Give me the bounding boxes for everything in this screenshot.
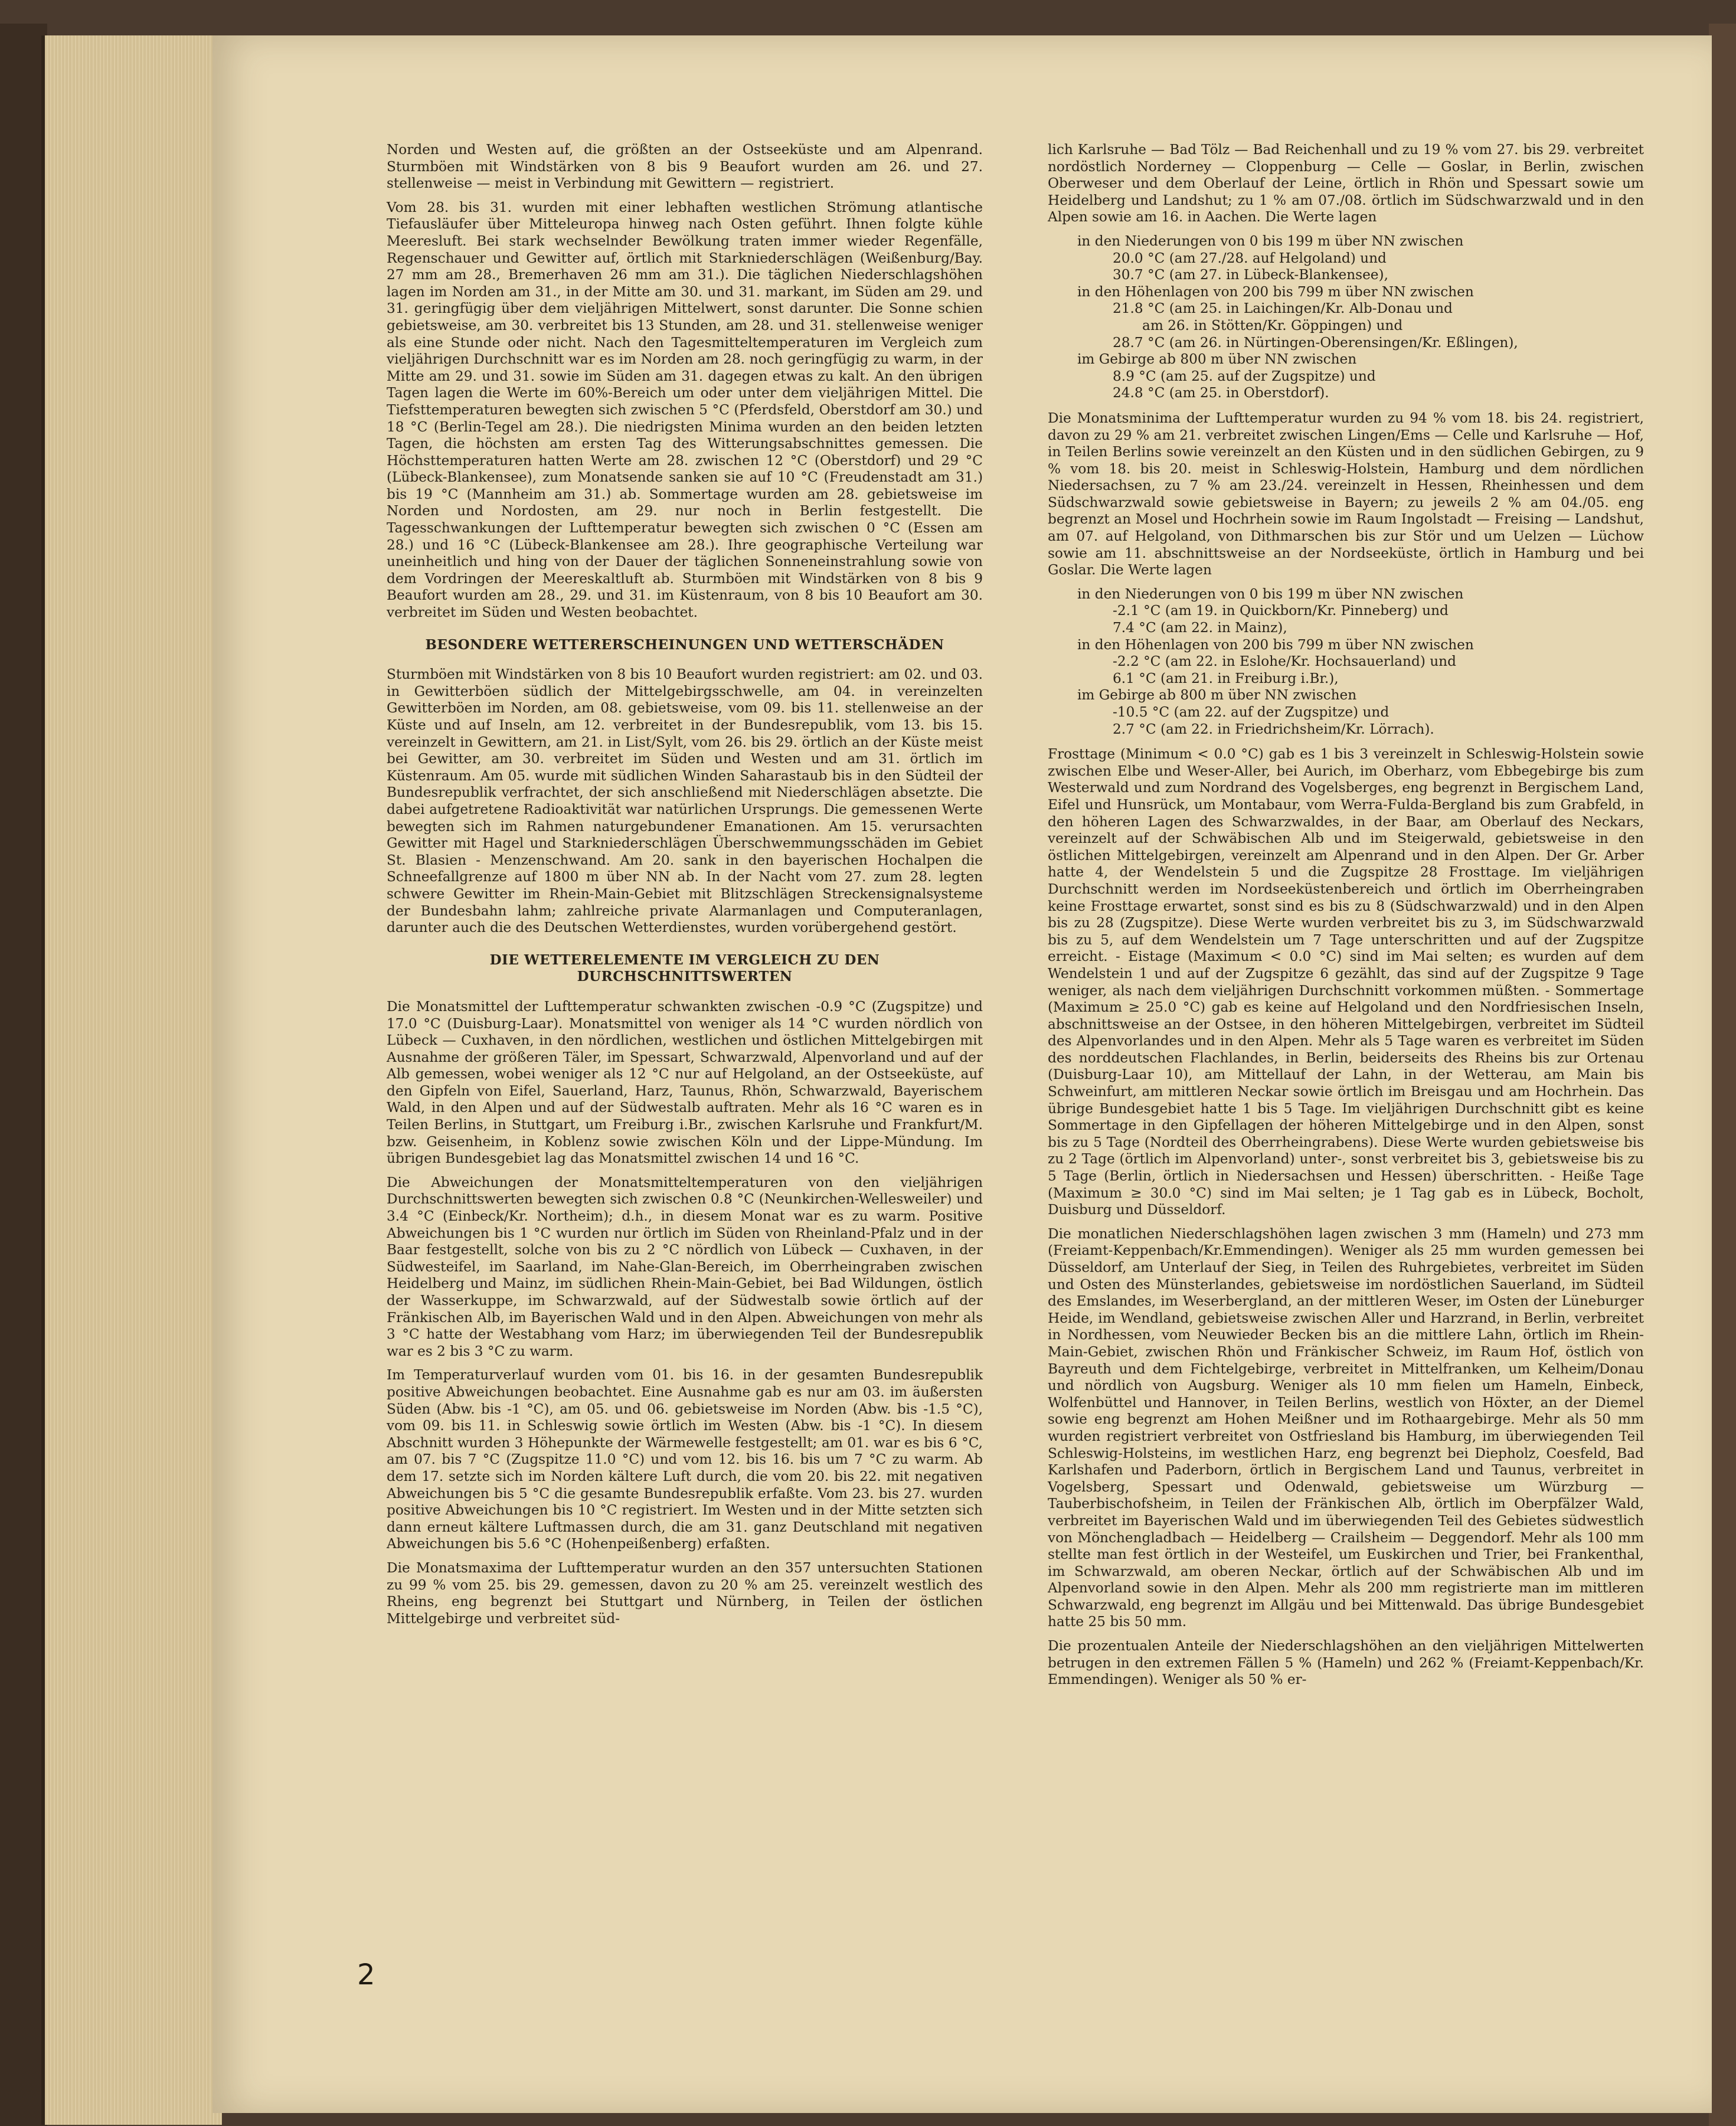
value-line: -2.2 °C (am 22. in Eslohe/Kr. Hochsauerland) und (1113, 653, 1456, 670)
value-line: 30.7 °C (am 27. in Lübeck-Blankensee), (1113, 267, 1388, 283)
value-line: in den Niederungen von 0 bis 199 m über NN zwischen (1077, 586, 1464, 602)
section-heading: DIE WETTERELEMENTE IM VERGLEICH ZU DEN DURCHSCHNITTSWERTEN (489, 951, 880, 985)
paragraph: Frosttage (Minimum < 0.0 °C) gab es 1 bis 3 vereinzelt in Schleswig-Holstein sowie zwischen Elbe und Weser-Aller, bei Aurich, im Oberharz, vom Ebbegebirge bis zum Westerwald und zum Nordrand des Vogelsberges, eng begrenzt in Bergischem Land, Eifel und Hunsrück, um Montabaur, vom Werra-Fulda-Bergland bis zum Grabfeld, in den höheren Lagen des Schwarzwaldes, in der Baar, am Oberlauf des Neckars, vereinzelt auf der Schwäbischen Alb und im Steigerwald, gebietsweise in den östlichen Mittelgebirgen, vereinzelt am Alpenrand und in den Alpen. Der Gr. Arber hatte 4, der Wendelstein 5 und die Zugspitze 28 Frosttage. Im vieljährigen Durchschnitt werden im Nordseeküstenbereich und örtlich im Oberrheingraben keine Frosttage erwartet, sonst sind es bis zu 8 (Südschwarzwald) und in den Alpen bis zu 28 (Zugspitze). Diese Werte wurden verbreitet bis zu 3, im Südschwarzwald bis zu 5, auf dem Wendelstein um 7 Tage unterschritten und auf der Zugspitze erreicht. - Eistage (Maximum < 0.0 °C) sind im Mai selten; es wurden auf dem Wendelstein 1 und auf der Zugspitze 6 gezählt, das sind auf der Zugspitze 9 Tage weniger, als nach dem vieljährigen Durchschnitt vorkommen müßten. - Sommertage (Maximum ≥ 25.0 °C) gab es keine auf Helgoland und den Nordfriesischen Inseln, abschnittsweise an der Ostsee, in den höheren Mittelgebirgen, verbreitet im Südteil des Alpenvorlandes und in den Alpen. Mehr als 5 Tage waren es verbreitet im Süden des norddeutschen Flachlandes, in Berlin, beiderseits des Rheins bis zur Ortenau (Duisburg-Laar 10), am Mittellauf der Lahn, in der Wetterau, am Main bis Schweinfurt, am mittleren Neckar sowie örtlich im Breisgau und am Hochrhein. Das übrige Bundesgebiet hatte 1 bis 5 Tage. Im vieljährigen Durchschnitt gibt es keine Sommertage in den Gipfellagen der höheren Mittelgebirge und in den Alpen, sonst bis zu 5 Tage (Nordteil des Oberrheingrabens). Diese Werte wurden gebietsweise bis zu 2 Tage (örtlich im Alpenvorland) unter-, sonst verbreitet bis 3, gebietsweise bis zu 5 Tage (Berlin, örtlich in Niedersachsen und Hessen) überschritten. - Heiße Tage (Maximum ≥ 30.0 °C) sind im Mai selten; je 1 Tag gab es in Lübeck, Bocholt, Duisburg und Düsseldorf. (1048, 746, 1644, 1218)
book-spine-edge (0, 24, 47, 2126)
paragraph: Die Monatsmittel der Lufttemperatur schwankten zwischen -0.9 °C (Zugspitze) und 17.0 °C (Duisburg-Laar). Monatsmittel von weniger als 14 °C wurden nördlich von Lübeck — Cuxhaven, in den nördlichen, westlichen und östlichen Mittelgebirgen mit Ausnahme der größeren Täler, im Spessart, Schwarzwald, Alpenvorland und auf der Alb gemessen, wobei weniger als 12 °C nur auf Helgoland, an der Ostseeküste, auf den Gipfeln von Eifel, Sauerland, Harz, Taunus, Rhön, Schwarzwald, Bayerischem Wald, in den Alpen und auf der Südwestalb auftraten. Mehr als 16 °C waren es in Teilen Berlins, in Stuttgart, um Freiburg i.Br., zwischen Karlsruhe und Frankfurt/M. bzw. Geisenheim, in Koblenz sowie zwischen Köln und der Lippe-Mündung. Im übrigen Bundesgebiet lag das Monatsmittel zwischen 14 und 16 °C. (387, 998, 983, 1167)
page-stack-edge (41, 35, 222, 2125)
value-line: 28.7 °C (am 26. in Nürtingen-Oberensingen/Kr. Eßlingen), (1113, 334, 1518, 351)
value-line: 24.8 °C (am 25. in Oberstdorf). (1113, 385, 1329, 401)
value-line: 6.1 °C (am 21. in Freiburg i.Br.), (1113, 670, 1339, 686)
paragraph: lich Karlsruhe — Bad Tölz — Bad Reichenhall und zu 19 % vom 27. bis 29. verbreitet nordöstlich Norderney — Cloppenburg — Celle — Goslar, in Berlin, zwischen Oberweser und dem Oberlauf der Leine, örtlich in Rhön und Spessart sowie um Heidelberg und Landshut; zu 1 % am 07./08. örtlich im Südschwarzwald und in den Alpen sowie am 16. in Aachen. Die Werte lagen (1048, 142, 1644, 225)
value-line: 21.8 °C (am 25. in Laichingen/Kr. Alb-Donau und (1113, 300, 1453, 317)
value-line: in den Höhenlagen von 200 bis 799 m über NN zwischen (1077, 283, 1474, 300)
minima-value-list (1048, 586, 1644, 738)
value-line: 8.9 °C (am 25. auf der Zugspitze) und (1113, 368, 1376, 384)
value-line: im Gebirge ab 800 m über NN zwischen (1077, 687, 1357, 704)
value-line: -2.1 °C (am 19. in Quickborn/Kr. Pinneberg) und (1113, 603, 1449, 619)
paragraph: Die Monatsmaxima der Lufttemperatur wurden an den 357 untersuchten Stationen zu 99 % vom 25. bis 29. gemessen, davon zu 20 % am 25. vereinzelt westlich des Rheins, eng begrenzt bei Stuttgart und Nürnberg, in Teilen der östlichen Mittelgebirge und verbreitet süd- (387, 1559, 983, 1627)
paragraph: Die monatlichen Niederschlagshöhen lagen zwischen 3 mm (Hameln) und 273 mm (Freiamt-Keppenbach/Kr.Emmendingen). Weniger als 25 mm wurden gemessen bei Düsseldorf, am Unterlauf der Sieg, in Teilen des Ruhrgebietes, verbreitet im Süden und Osten des Münsterlandes, gebietsweise im nordöstlichen Sauerland, im Südteil des Emslandes, im Weserbergland, an der mittleren Weser, im Osten der Lüneburger Heide, im Wendland, gebietsweise zwischen Aller und Harzrand, in Berlin, verbreitet in Nordhessen, vom Neuwieder Becken bis an die mittlere Lahn, örtlich im Rhein-Main-Gebiet, zwischen Rhön und Fränkischer Schweiz, im Raum Hof, östlich von Bayreuth und dem Fichtelgebirge, verbreitet in Mittelfranken, um Kelheim/Donau und nördlich von Augsburg. Weniger als 10 mm fielen um Hameln, Einbeck, Wolfenbüttel und Hannover, in Teilen Berlins, westlich von Höxter, an der Diemel sowie eng begrenzt am Hohen Meißner und im Rothaargebirge. Mehr als 50 mm wurden registriert verbreitet von Ostfriesland bis Hamburg, im überwiegenden Teil Schleswig-Holsteins, im westlichen Harz, eng begrenzt bei Diepholz, Coesfeld, Bad Karlshafen und Paderborn, örtlich in Bergischem Land und Taunus, verbreitet in Vogelsberg, Spessart und Odenwald, gebietsweise um Würzburg — Tauberbischofsheim, in Teilen der Fränkischen Alb, örtlich im Oberpfälzer Wald, verbreitet im Bayerischen Wald und im überwiegenden Teil des Gebietes südwestlich von Mönchengladbach — Heidelberg — Crailsheim — Deggendorf. Mehr als 100 mm stellte man fest örtlich in der Westeifel, um Euskirchen und Trier, bei Frankenthal, im Schwarzwald, am oberen Neckar, örtlich auf der Schwäbischen Alb und im Alpenvorland sowie in den Alpen. Mehr als 200 mm registrierte man im mittleren Schwarzwald, eng begrenzt im Allgäu und bei Mittenwald. Das übrige Bundesgebiet hatte 25 bis 50 mm. (1048, 1225, 1644, 1630)
section-heading: BESONDERE WETTERERSCHEINUNGEN UND WETTERSCHÄDEN (425, 636, 944, 653)
right-column (1048, 142, 1644, 1696)
paragraph: Die Abweichungen der Monatsmitteltemperaturen von den vieljährigen Durchschnittswerten bewegten sich zwischen 0.8 °C (Neunkirchen-Wellesweiler) und 3.4 °C (Einbeck/Kr. Northeim); d.h., in diesem Monat war es zu warm. Positive Abweichungen bis 1 °C wurden nur örtlich im Süden von Rheinland-Pfalz und in der Baar festgestellt, solche von bis zu 2 °C nördlich von Lübeck — Cuxhaven, in der Südwesteifel, im Saarland, im Nahe-Glan-Bereich, im Oberrheingraben zwischen Heidelberg und Mainz, im südlichen Rhein-Main-Gebiet, bei Bad Wildungen, östlich der Wasserkuppe, im Schwarzwald, auf der Südwestalb sowie örtlich auf der Fränkischen Alb, im Bayerischen Wald und in den Alpen. Abweichungen von mehr als 3 °C hatte der Westabhang vom Harz; im überwiegenden Teil der Bundesrepublik war es 2 bis 3 °C zu warm. (387, 1174, 983, 1359)
value-line: im Gebirge ab 800 m über NN zwischen (1077, 351, 1357, 368)
maxima-value-list (1048, 233, 1644, 402)
value-line: in den Höhenlagen von 200 bis 799 m über NN zwischen (1077, 636, 1474, 653)
page-number: 2 (357, 1958, 375, 1991)
value-line: 7.4 °C (am 22. in Mainz), (1113, 620, 1287, 636)
book-right-edge (1709, 24, 1736, 2126)
left-column (387, 142, 983, 1634)
paragraph: Im Temperaturverlauf wurden vom 01. bis 16. in der gesamten Bundesrepublik positive Abweichungen beobachtet. Eine Ausnahme gab es nur am 03. im äußersten Süden (Abw. bis -1 °C), am 05. und 06. gebietsweise im Norden (Abw. bis -1.5 °C), vom 09. bis 11. in Schleswig sowie örtlich im Westen (Abw. bis -1 °C). In diesem Abschnitt wurden 3 Höhepunkte der Wärmewelle festgestellt; am 01. war es bis 6 °C, am 07. bis 7 °C (Zugspitze 11.0 °C) und vom 12. bis 16. bis um 7 °C zu warm. Ab dem 17. setzte sich im Norden kältere Luft durch, die vom 20. bis 22. mit negativen Abweichungen bis 5 °C die gesamte Bundesrepublik erfaßte. Vom 23. bis 27. wurden positive Abweichungen bis 10 °C registriert. Im Westen und in der Mitte setzten sich dann erneut kältere Luftmassen durch, die am 31. ganz Deutschland mit negativen Abweichungen bis 5.6 °C (Hohenpeißenberg) erfaßten. (387, 1367, 983, 1552)
paragraph: Die prozentualen Anteile der Niederschlagshöhen an den vieljährigen Mittelwerten betrugen in den extremen Fällen 5 % (Hameln) und 262 % (Freiamt-Keppenbach/Kr. Emmendingen). Weniger als 50 % er- (1048, 1638, 1644, 1688)
value-line: in den Niederungen von 0 bis 199 m über NN zwischen (1077, 233, 1464, 249)
value-line: 20.0 °C (am 27./28. auf Helgoland) und (1113, 250, 1387, 266)
value-line: -10.5 °C (am 22. auf der Zugspitze) und (1113, 704, 1390, 720)
paragraph: Norden und Westen auf, die größten an der Ostseeküste und am Alpenrand. Sturmböen mit Windstärken von 8 bis 9 Beaufort wurden am 26. und 27. stellenweise — meist in Verbindung mit Gewittern — registriert. (387, 142, 983, 192)
value-line: am 26. in Stötten/Kr. Göppingen) und (1142, 317, 1403, 333)
paragraph: Sturmböen mit Windstärken von 8 bis 10 Beaufort wurden registriert: am 02. und 03. in Gewitterböen südlich der Mittelgebirgsschwelle, am 04. in vereinzelten Gewitterböen im Norden, am 08. gebietsweise, vom 09. bis 11. stellenweise an der Küste und auf Inseln, am 12. verbreitet in der Bundesrepublik, vom 13. bis 15. vereinzelt in Gewittern, am 21. in List/Sylt, vom 26. bis 29. örtlich an der Küste meist bei Gewitter, am 30. verbreitet im Süden und Westen und am 31. örtlich im Küstenraum. Am 05. wurde mit südlichen Winden Saharastaub bis in den Südteil der Bundesrepublik verfrachtet, der sich anschließend mit Niederschlägen absetzte. Die dabei aufgetretene Radioaktivität war natürlichen Ursprungs. Die gemessenen Werte bewegten sich im Rahmen naturgebundener Emanationen. Am 15. verursachten Gewitter mit Hagel und Starkniederschlägen Überschwemmungsschäden im Gebiet St. Blasien - Menzenschwand. Am 20. sank in den bayerischen Hochalpen die Schneefallgrenze auf 1800 m über NN ab. In der Nacht vom 27. zum 28. legten schwere Gewitter im Rhein-Main-Gebiet mit Blitzschlägen Streckensignalsysteme der Bundesbahn lahm; zahlreiche private Alarmanlagen und Computeranlagen, darunter auch die des Deutschen Wetterdienstes, wurden vorübergehend gestört. (387, 666, 983, 936)
paragraph: Die Monatsminima der Lufttemperatur wurden zu 94 % vom 18. bis 24. registriert, davon zu 29 % am 21. verbreitet zwischen Lingen/Ems — Celle und Karlsruhe — Hof, in Teilen Berlins sowie vereinzelt an den Küsten und in den südlichen Gebirgen, zu 9 % vom 18. bis 20. meist in Schleswig-Holstein, Hamburg und dem nördlichen Niedersachsen, zu 7 % am 23./24. vereinzelt in Hessen, Rheinhessen und dem Südschwarzwald sowie gebietsweise in Bayern; zu jeweils 2 % am 04./05. eng begrenzt an Mosel und Hochrhein sowie im Raum Ingolstadt — Freising — Landshut, am 07. auf Helgoland, von Dithmarschen bis zur Stör und um Uelzen — Lüchow sowie am 11. abschnittsweise an der Nordseeküste, örtlich in Hamburg und bei Goslar. Die Werte lagen (1048, 410, 1644, 578)
paragraph: Vom 28. bis 31. wurden mit einer lebhaften westlichen Strömung atlantische Tiefausläufer über Mitteleuropa hinweg nach Osten geführt. Ihnen folgte kühle Meeresluft. Bei stark wechselnder Bewölkung traten immer wieder Regenfälle, Regenschauer und Gewitter auf, örtlich mit Starkniederschlägen (Weißenburg/Bay. 27 mm am 28., Bremerhaven 26 mm am 31.). Die täglichen Niederschlagshöhen lagen im Norden am 31., in der Mitte am 30. und 31. markant, im Süden am 29. und 31. geringfügig über dem vieljährigen Mittelwert, sonst darunter. Die Sonne schien gebietsweise, am 30. verbreitet bis 13 Stunden, am 28. und 31. stellenweise weniger als eine Stunde oder nicht. Nach den Tagesmitteltemperaturen im Vergleich zum vieljährigen Durchschnitt war es im Norden am 28. noch geringfügig zu warm, in der Mitte am 29. und 31. sowie im Süden am 31. dagegen etwas zu kalt. An den übrigen Tagen lagen die Werte im 60%-Bereich um oder unter dem vieljährigen Mittel. Die Tiefsttemperaturen bewegten sich zwischen 5 °C (Pferdsfeld, Oberstdorf am 30.) und 18 °C (Berlin-Tegel am 28.). Die niedrigsten Minima wurden an den beiden letzten Tagen, die höchsten am ersten Tag des Witterungsabschnittes gemessen. Die Höchsttemperaturen hatten Werte am 28. zwischen 12 °C (Oberstdorf) und 29 °C (Lübeck-Blankensee), zum Monatsende sanken sie auf 10 °C (Freudenstadt am 31.) bis 19 °C (Mannheim am 31.) ab. Sommertage wurden am 28. gebietsweise im Norden und Nordosten, am 29. nur noch in Berlin festgestellt. Die Tagesschwankungen der Lufttemperatur bewegten sich zwischen 0 °C (Essen am 28.) und 16 °C (Lübeck-Blankensee am 28.). Ihre geographische Verteilung war uneinheitlich und hing von der Dauer der täglichen Sonneneinstrahlung sowie von dem Vordringen der Meereskaltluft ab. Sturmböen mit Windstärken von 8 bis 9 Beaufort wurden am 28., 29. und 31. im Küstenraum, von 8 bis 10 Beaufort am 30. verbreitet im Süden und Westen beobachtet. (387, 199, 983, 621)
value-line: 2.7 °C (am 22. in Friedrichsheim/Kr. Lörrach). (1113, 721, 1434, 737)
